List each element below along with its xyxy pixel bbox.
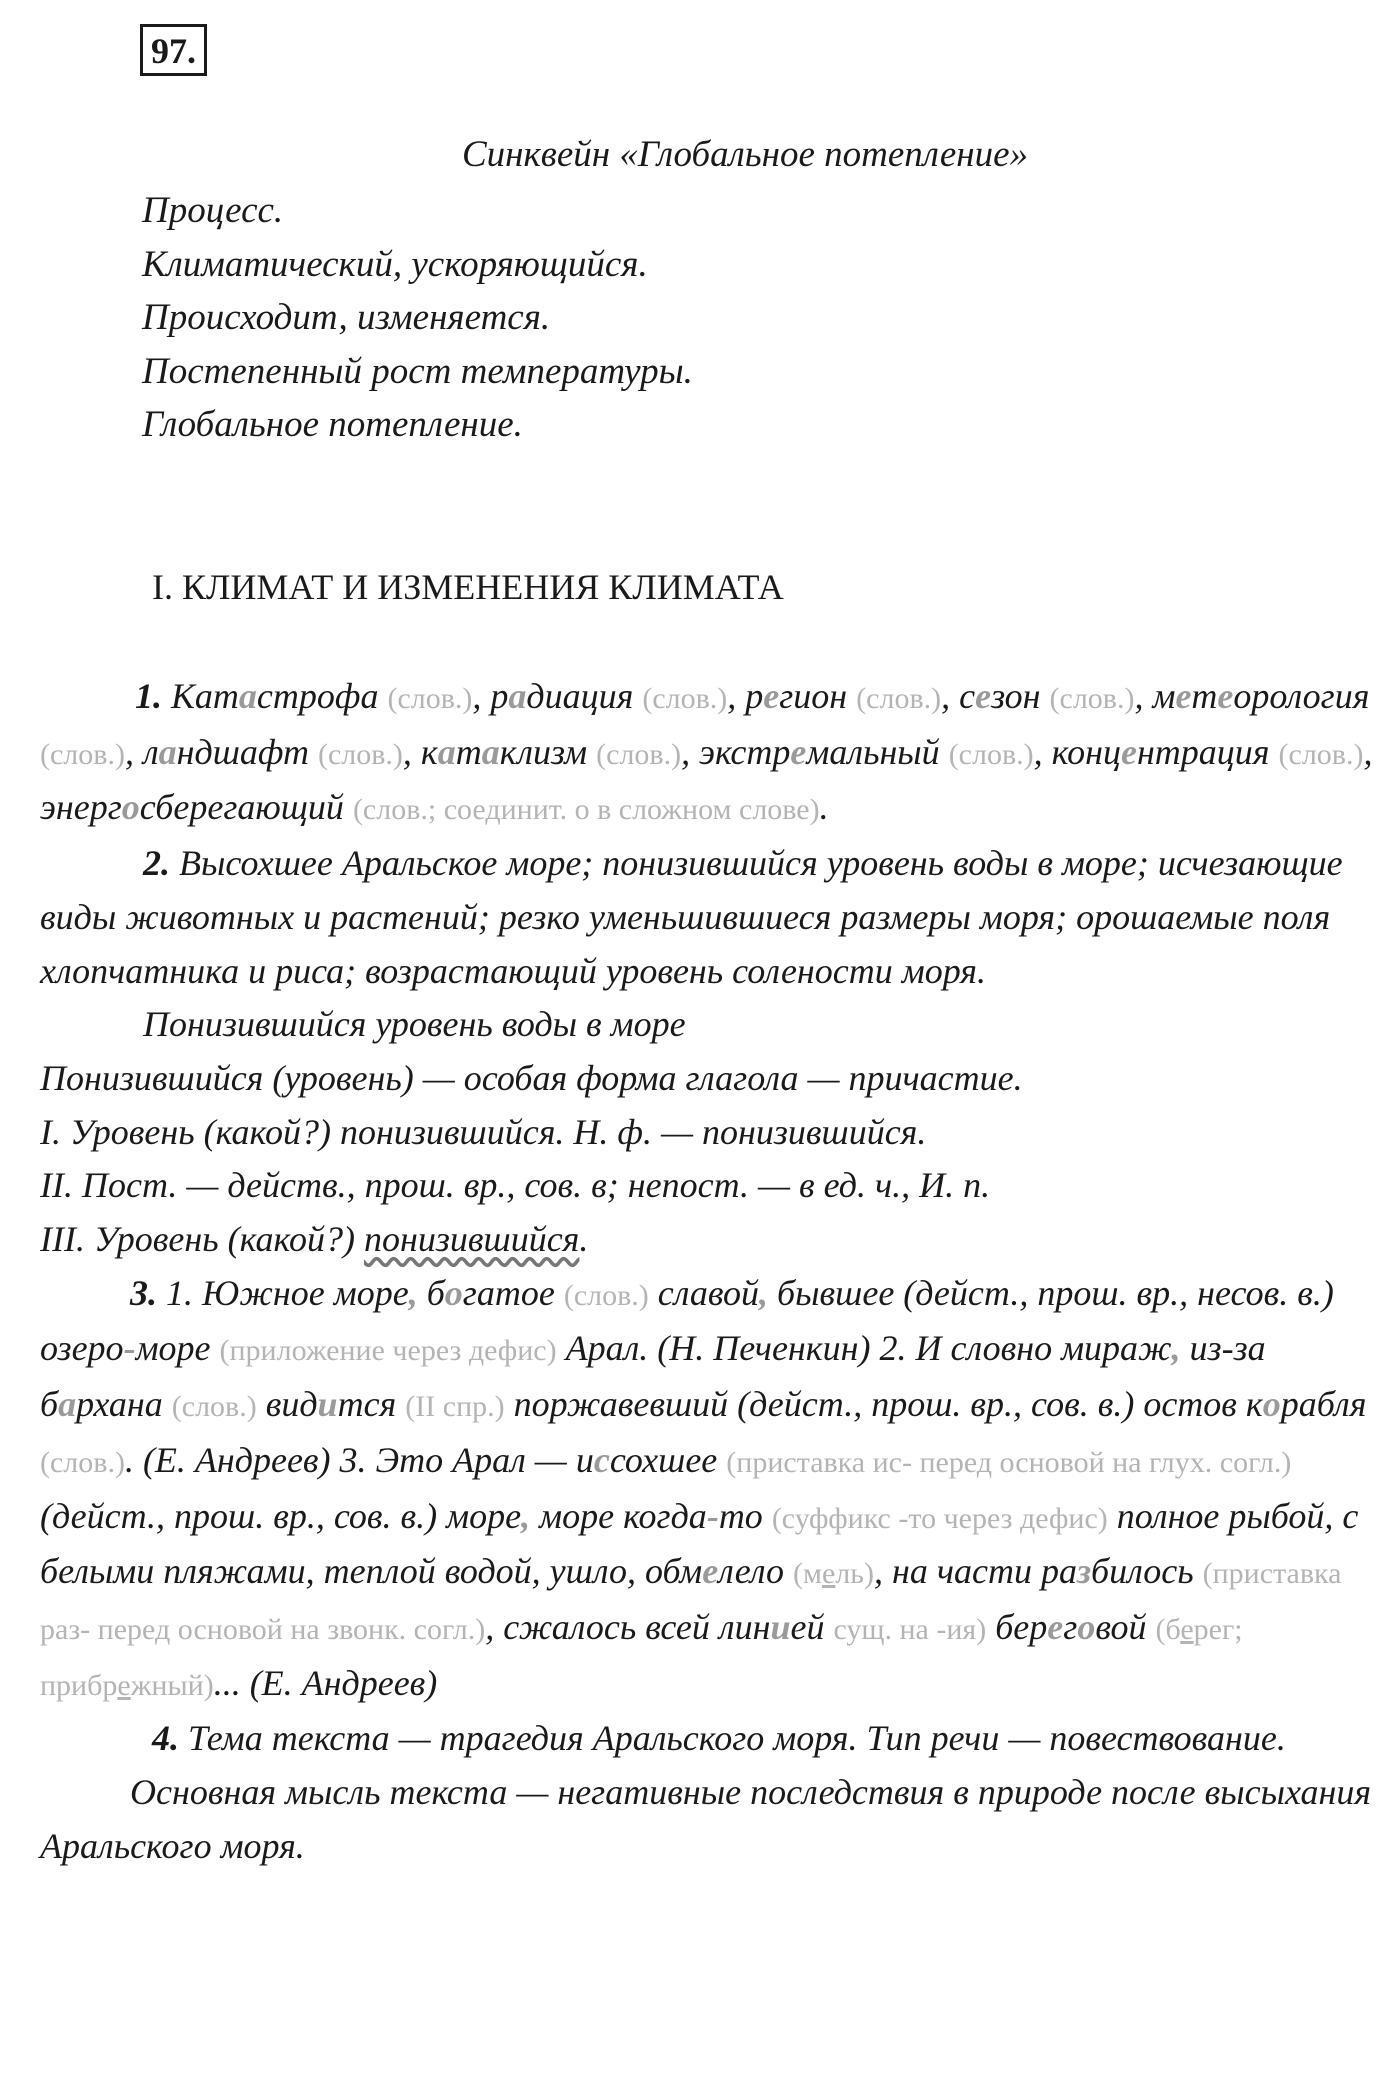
- cinquain-line: Происходит, изменяется.: [142, 297, 551, 338]
- task-4: 4. Тема текста — трагедия Аральского моря. Тип речи — повествование.: [152, 1718, 1286, 1759]
- main-idea: Основная мысль текста — негативные последствия в природе после высыхания Аральского моря.: [40, 1772, 1372, 1866]
- cinquain-lines: [142, 184, 693, 452]
- note: (слов.): [387, 682, 473, 715]
- cinquain-line: Климатический, ускоряющийся.: [142, 243, 648, 285]
- analysis-title: Понизившийся уровень воды в море: [143, 1004, 686, 1045]
- task-2: 2. Высохшее Аральское море; понизившийся уровень воды в море; исчезающие виды животных и растений; резко уменьшившиеся размеры моря; орошаемые поля хлопчатника и риса; возрастающий уровень солености моря.: [40, 843, 1343, 991]
- task-number: 4.: [152, 1718, 179, 1759]
- task-number: 2.: [143, 843, 170, 884]
- task-number: 3.: [130, 1272, 157, 1313]
- cinquain-line: Постепенный рост температуры.: [142, 350, 693, 392]
- exercise-number: 97.: [140, 24, 207, 76]
- analysis-line: II. Пост. — действ., прош. вр., сов. в; непост. — в ед. ч., И. п.: [40, 1165, 991, 1206]
- analysis-line: III. Уровень (какой?) понизившийся.: [40, 1219, 589, 1260]
- task-1: 1. Катастрофа (слов.), радиация (слов.), регион (слов.), сезон (слов.), метеорология (слов.), ландшафт (слов.), катаклизм (слов.), экстремальный (слов.), концентрация (слов.), энергосберегающий (слов.; соединит. о в сложном слове).: [40, 676, 1373, 828]
- answers-body: [40, 670, 1385, 1873]
- section-heading: I. КЛИМАТ И ИЗМЕНЕНИЯ КЛИМАТА: [152, 567, 784, 607]
- cinquain-line: Глобальное потепление.: [142, 404, 523, 445]
- task-number: 1.: [135, 676, 162, 716]
- task-3: 3. 1. Южное море, богатое (слов.) славой, бывшее (дейст., прош. вр., несов. в.) озеро-море (приложение через дефис) Арал. (Н. Печенкин) 2. И словно мираж, из-за бархана (слов.) видится (II спр.) поржавевший (дейст., прош. вр., сов. в.) остов корабля (слов.). (Е. Андреев) 3. Это Арал — иссохшее (приставка ис- перед основой на глух. согл.) (дейст., прош. вр., сов. в.) море, море когда-то (суффикс -то через дефис) полное рыбой, с белыми пляжами, теплой водой, ушло, обмелело (мель), на части разбилось (приставка раз- перед основой на звонк. согл.), сжалось всей линией сущ. на -ия) береговой (берег; прибрежный)... (Е. Андреев): [40, 1272, 1367, 1703]
- analysis-line: I. Уровень (какой?) понизившийся. Н. ф. — понизившийся.: [40, 1111, 927, 1152]
- cinquain-title: Синквейн «Глобальное потепление»: [461, 134, 1029, 175]
- analysis-line: Понизившийся (уровень) — особая форма глагола — причастие.: [40, 1057, 1023, 1098]
- cinquain-line: Процесс.: [142, 190, 284, 231]
